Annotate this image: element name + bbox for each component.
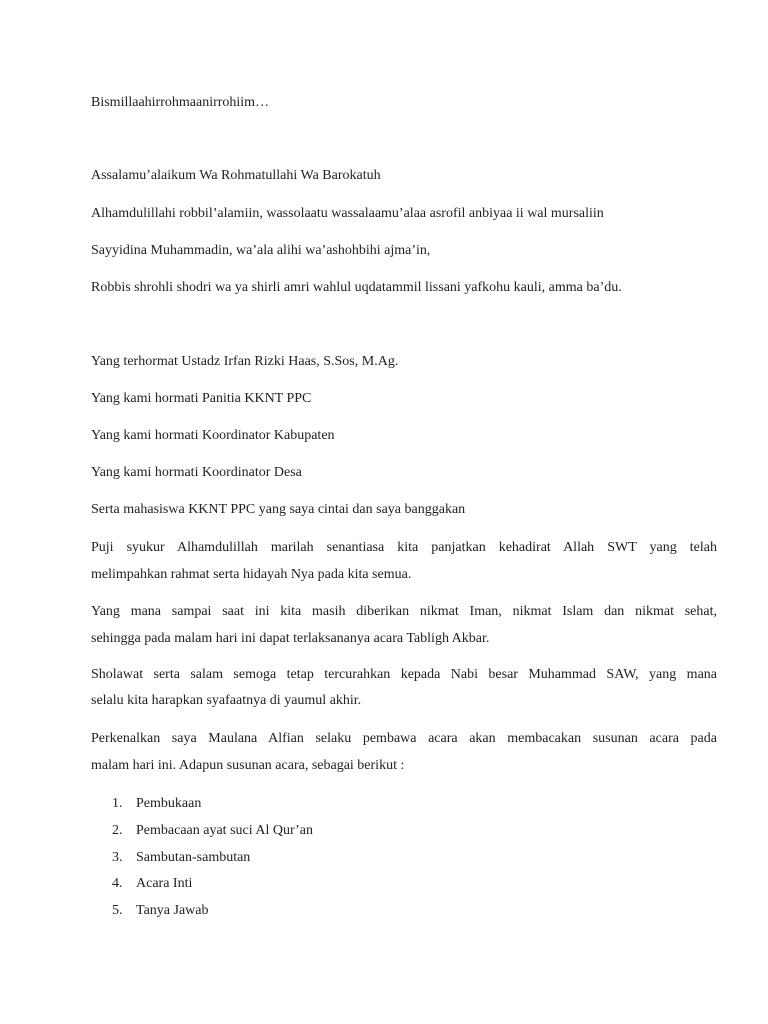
agenda-item: Pembukaan: [136, 796, 202, 811]
greeting-line: Assalamu’alaikum Wa Rohmatullahi Wa Barokatuh: [91, 168, 381, 183]
paragraph-line: Puji syukur Alhamdulillah marilah senantiasa kita panjatkan kehadirat Allah SWT yang telah: [91, 540, 717, 555]
agenda-item-number: 2.: [112, 823, 123, 838]
agenda-item: Sambutan-sambutan: [136, 850, 251, 865]
salutation-line: Yang kami hormati Koordinator Desa: [91, 465, 302, 480]
paragraph-line: Sholawat serta salam semoga tetap tercurahkan kepada Nabi besar Muhammad SAW, yang mana: [91, 667, 717, 682]
opening-line: Bismillaahirrohmaanirrohiim…: [91, 95, 270, 110]
paragraph-line: sehingga pada malam hari ini dapat terlaksananya acara Tabligh Akbar.: [91, 631, 490, 646]
agenda-item: Tanya Jawab: [136, 903, 209, 918]
agenda-item-number: 3.: [112, 850, 123, 865]
paragraph-line: selalu kita harapkan syafaatnya di yaumul akhir.: [91, 693, 362, 708]
greeting-line: Robbis shrohli shodri wa ya shirli amri wahlul uqdatammil lissani yafkohu kauli, amma ba’du.: [91, 280, 622, 295]
paragraph-line: Yang mana sampai saat ini kita masih diberikan nikmat Iman, nikmat Islam dan nikmat sehat,: [91, 604, 717, 619]
paragraph-line: melimpahkan rahmat serta hidayah Nya pada kita semua.: [91, 567, 412, 582]
greeting-line: Sayyidina Muhammadin, wa’ala alihi wa’ashohbihi ajma’in,: [91, 243, 431, 258]
salutation-line: Yang kami hormati Koordinator Kabupaten: [91, 428, 335, 443]
agenda-item-number: 1.: [112, 796, 123, 811]
agenda-item-number: 5.: [112, 903, 123, 918]
paragraph-line: malam hari ini. Adapun susunan acara, sebagai berikut :: [91, 758, 405, 773]
agenda-item: Pembacaan ayat suci Al Qur’an: [136, 823, 314, 838]
salutation-line: Serta mahasiswa KKNT PPC yang saya cintai dan saya banggakan: [91, 502, 466, 517]
salutation-line: Yang kami hormati Panitia KKNT PPC: [91, 391, 312, 406]
agenda-item-number: 4.: [112, 876, 123, 891]
salutation-line: Yang terhormat Ustadz Irfan Rizki Haas, S.Sos, M.Ag.: [91, 354, 399, 369]
greeting-line: Alhamdulillahi robbil’alamiin, wassolaatu wassalaamu’alaa asrofil anbiyaa ii wal mursaliin: [91, 206, 604, 221]
paragraph-line: Perkenalkan saya Maulana Alfian selaku pembawa acara akan membacakan susunan acara pada: [91, 731, 717, 746]
agenda-item: Acara Inti: [136, 876, 193, 891]
